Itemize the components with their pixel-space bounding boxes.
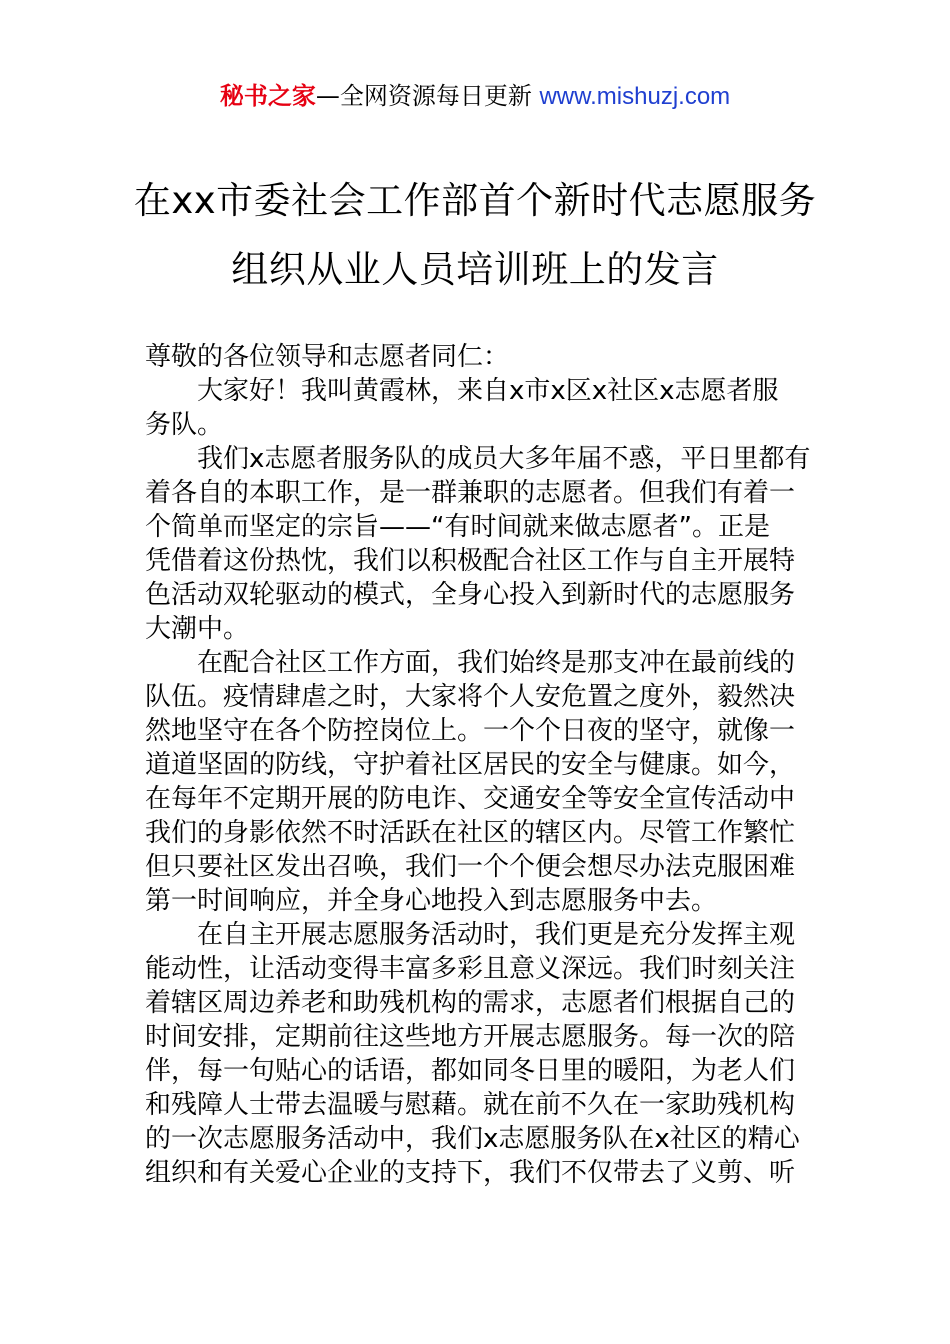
body-line: 着辖区周边养老和助残机构的需求，志愿者们根据自己的 [145,988,796,1018]
body-line: 在自主开展志愿服务活动时，我们更是充分发挥主观 [145,920,796,950]
body-line: 大潮中。 [145,614,250,644]
body-line: 我们的身影依然不时活跃在社区的辖区内。尽管工作繁忙 [145,818,796,848]
document-body [145,340,813,1190]
body-line: 凭借着这份热忱，我们以积极配合社区工作与自主开展特 [145,546,796,576]
body-line: 和残障人士带去温暖与慰藉。就在前不久在一家助残机构 [145,1090,796,1120]
body-line: 尊敬的各位领导和志愿者同仁： [145,342,510,372]
body-line: 的一次志愿服务活动中，我们x志愿服务队在x社区的精心 [145,1124,800,1154]
body-line: 个简单而坚定的宗旨——“有时间就来做志愿者”。正是 [145,512,770,542]
body-line: 第一时间响应，并全身心地投入到志愿服务中去。 [145,886,718,916]
site-header [0,80,950,113]
body-line: 色活动双轮驱动的模式，全身心投入到新时代的志愿服务 [145,580,796,610]
body-line: 伴，每一句贴心的话语，都如同冬日里的暖阳，为老人们 [145,1056,796,1086]
body-line: 我们x志愿者服务队的成员大多年届不惑，平日里都有 [145,444,811,474]
document-title-line-2: 组织从业人员培训班上的发言 [231,248,719,291]
body-line: 道道坚固的防线，守护着社区居民的安全与健康。如今， [145,750,796,780]
body-line: 队伍。疫情肆虐之时，大家将个人安危置之度外，毅然决 [145,682,796,712]
body-line: 时间安排，定期前往这些地方开展志愿服务。每一次的陪 [145,1022,796,1052]
body-line: 但只要社区发出召唤，我们一个个便会想尽办法克服困难 [145,852,796,882]
body-line: 务队。 [145,410,224,440]
body-line: 组织和有关爱心企业的支持下，我们不仅带去了义剪、听 [145,1158,796,1188]
body-line: 大家好！我叫黄霞林，来自x市x区x社区x志愿者服 [145,376,779,406]
body-line: 能动性，让活动变得丰富多彩且意义深远。我们时刻关注 [145,954,796,984]
document-title-line-1: 在xx市委社会工作部首个新时代志愿服务 [133,179,817,222]
site-url-link[interactable]: www.mishuzj.com [539,83,731,110]
body-line: 在配合社区工作方面，我们始终是那支冲在最前线的 [145,648,796,678]
header-tagline: —全网资源每日更新 [315,82,540,110]
body-line: 着各自的本职工作，是一群兼职的志愿者。但我们有着一 [145,478,796,508]
body-line: 然地坚守在各个防控岗位上。一个个日夜的坚守，就像一 [145,716,796,746]
body-line: 在每年不定期开展的防电诈、交通安全等安全宣传活动中 [145,784,796,814]
brand-name: 秘书之家 [219,82,316,110]
